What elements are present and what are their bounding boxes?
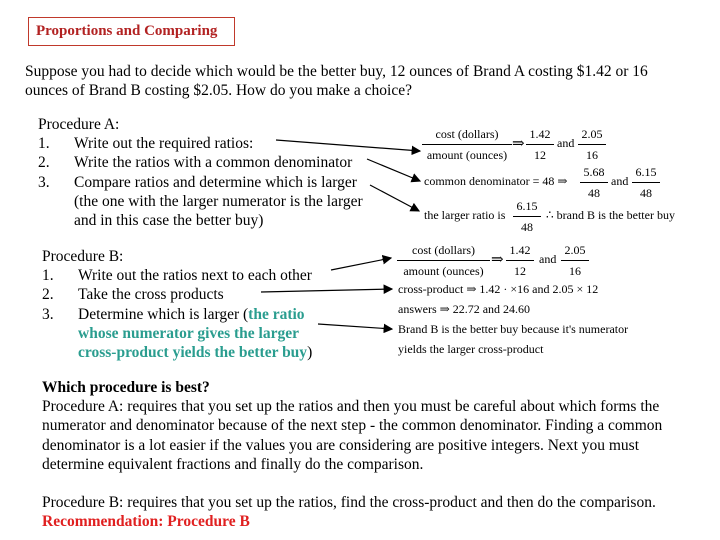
common-denominator-label: common denominator = 48 ⇒ — [424, 174, 568, 188]
procedure-a-step-3-cont-2: and in this case the better buy) — [74, 212, 264, 229]
step-text: Write the ratios with a common denominator — [74, 154, 353, 171]
ratio-denominator-label: amount (ounces) — [403, 264, 484, 278]
intro-line-1: Suppose you had to decide which would be the better buy, 12 ounces of Brand A costing $1.42 or 16 — [25, 63, 648, 80]
numerator: 2.05 — [578, 127, 606, 145]
procedure-b-step-3 — [42, 305, 305, 325]
step-3-highlight-1: the ratio — [248, 306, 305, 323]
ratio-numerator-label: cost (dollars) — [422, 127, 512, 145]
numerator: 5.68 — [580, 165, 608, 183]
step-number: 1. — [42, 267, 54, 284]
step-text: Take the cross products — [78, 286, 224, 303]
denominator: 16 — [586, 148, 598, 162]
procedure-a-step-2 — [38, 153, 352, 173]
step-text: Write out the required ratios: — [74, 135, 254, 152]
procedure-a-step-1 — [38, 134, 253, 154]
arrow-step-b3 — [318, 324, 392, 329]
result-line-1: Brand B is the better buy because it's numerator — [398, 322, 629, 336]
step-3-highlight-2: whose numerator gives the larger — [78, 325, 299, 342]
numerator: 1.42 — [526, 127, 554, 145]
fraction-larger — [513, 199, 541, 235]
procedure-a-heading: Procedure A: — [38, 116, 120, 133]
implies-arrow: ⇒ — [512, 136, 525, 152]
procedure-a-step-3 — [38, 173, 357, 193]
step-number: 2. — [42, 286, 54, 303]
step-number: 1. — [38, 135, 50, 152]
denominator: 12 — [514, 264, 526, 278]
step-text: Write out the ratios next to each other — [78, 267, 312, 284]
step-number: 3. — [42, 306, 54, 323]
fraction-common-a — [580, 165, 608, 201]
fraction-common-b — [632, 165, 660, 201]
step-number: 2. — [38, 154, 50, 171]
numerator: 1.42 — [506, 243, 534, 261]
and-label: and — [611, 174, 629, 188]
procedure-b-step-1 — [42, 266, 312, 286]
procedure-b-summary: Procedure B: requires that you set up the ratios, find the cross-product and then do the comparison. — [42, 494, 656, 511]
step-text: Determine which is larger ( — [78, 306, 249, 323]
fraction-a-brand-a — [526, 127, 554, 163]
numerator: 6.15 — [632, 165, 660, 183]
ratio-denominator-label: amount (ounces) — [426, 148, 508, 162]
answers-line: answers ⇒ 22.72 and 24.60 — [398, 302, 531, 316]
procedure-a-summary-line-2: numerator and denominator because of the next step - the common denominator. Finding a common — [42, 417, 663, 434]
arrow-step-a2 — [367, 159, 420, 181]
step-3-highlight-3: cross-product yields the better buy — [78, 344, 308, 361]
step-3-close-paren: ) — [307, 344, 313, 361]
procedure-a-step-3-cont-1: (the one with the larger numerator is the larger — [74, 193, 363, 210]
result-line-2: yields the larger cross-product — [398, 342, 544, 356]
arrow-step-b1 — [331, 258, 391, 270]
denominator: 48 — [588, 186, 600, 200]
procedure-a-summary-line-3: denominator is a lot easier if the values you are considering are positive integers. Next you must — [42, 437, 640, 454]
numerator: 6.15 — [513, 199, 541, 217]
procedure-b-step-2 — [42, 285, 224, 305]
denominator: 48 — [521, 220, 533, 234]
fraction-b-brand-a — [506, 243, 534, 279]
arrow-step-b2 — [261, 289, 392, 292]
step-text: Compare ratios and determine which is larger — [74, 174, 357, 191]
recommendation: Recommendation: Procedure B — [42, 513, 250, 530]
arrow-step-a1 — [276, 140, 420, 151]
procedure-b-step-3-cont — [78, 343, 312, 363]
page-title: Proportions and Comparing — [28, 17, 235, 46]
procedure-a-summary-line-1: Procedure A: requires that you set up the ratios and then you must be careful about which forms the — [42, 398, 660, 415]
step-number: 3. — [38, 174, 50, 191]
numerator: 2.05 — [561, 243, 589, 261]
fraction-b-brand-b — [561, 243, 589, 279]
intro-line-2: ounces of Brand B costing $2.05. How do you make a choice? — [25, 82, 412, 99]
procedure-b-heading: Procedure B: — [42, 248, 124, 265]
ratio-label-fraction-a — [422, 127, 512, 163]
and-label: and — [539, 252, 557, 266]
procedure-a-summary-line-4: determine equivalent fractions and finally do the comparison. — [42, 456, 424, 473]
which-heading: Which procedure is best? — [42, 379, 210, 396]
denominator: 48 — [640, 186, 652, 200]
ratio-label-fraction-b — [397, 243, 490, 279]
denominator: 12 — [534, 148, 546, 162]
ratio-numerator-label: cost (dollars) — [397, 243, 490, 261]
denominator: 16 — [569, 264, 581, 278]
arrow-step-a3 — [370, 185, 419, 211]
larger-ratio-label: the larger ratio is — [424, 208, 506, 222]
cross-product-line: cross-product ⇒ 1.42 · ×16 and 2.05 × 12 — [398, 282, 599, 296]
implies-arrow: ⇒ — [491, 252, 504, 268]
conclusion-a: ∴ brand B is the better buy — [546, 208, 675, 222]
and-label: and — [557, 136, 575, 150]
fraction-a-brand-b — [578, 127, 606, 163]
